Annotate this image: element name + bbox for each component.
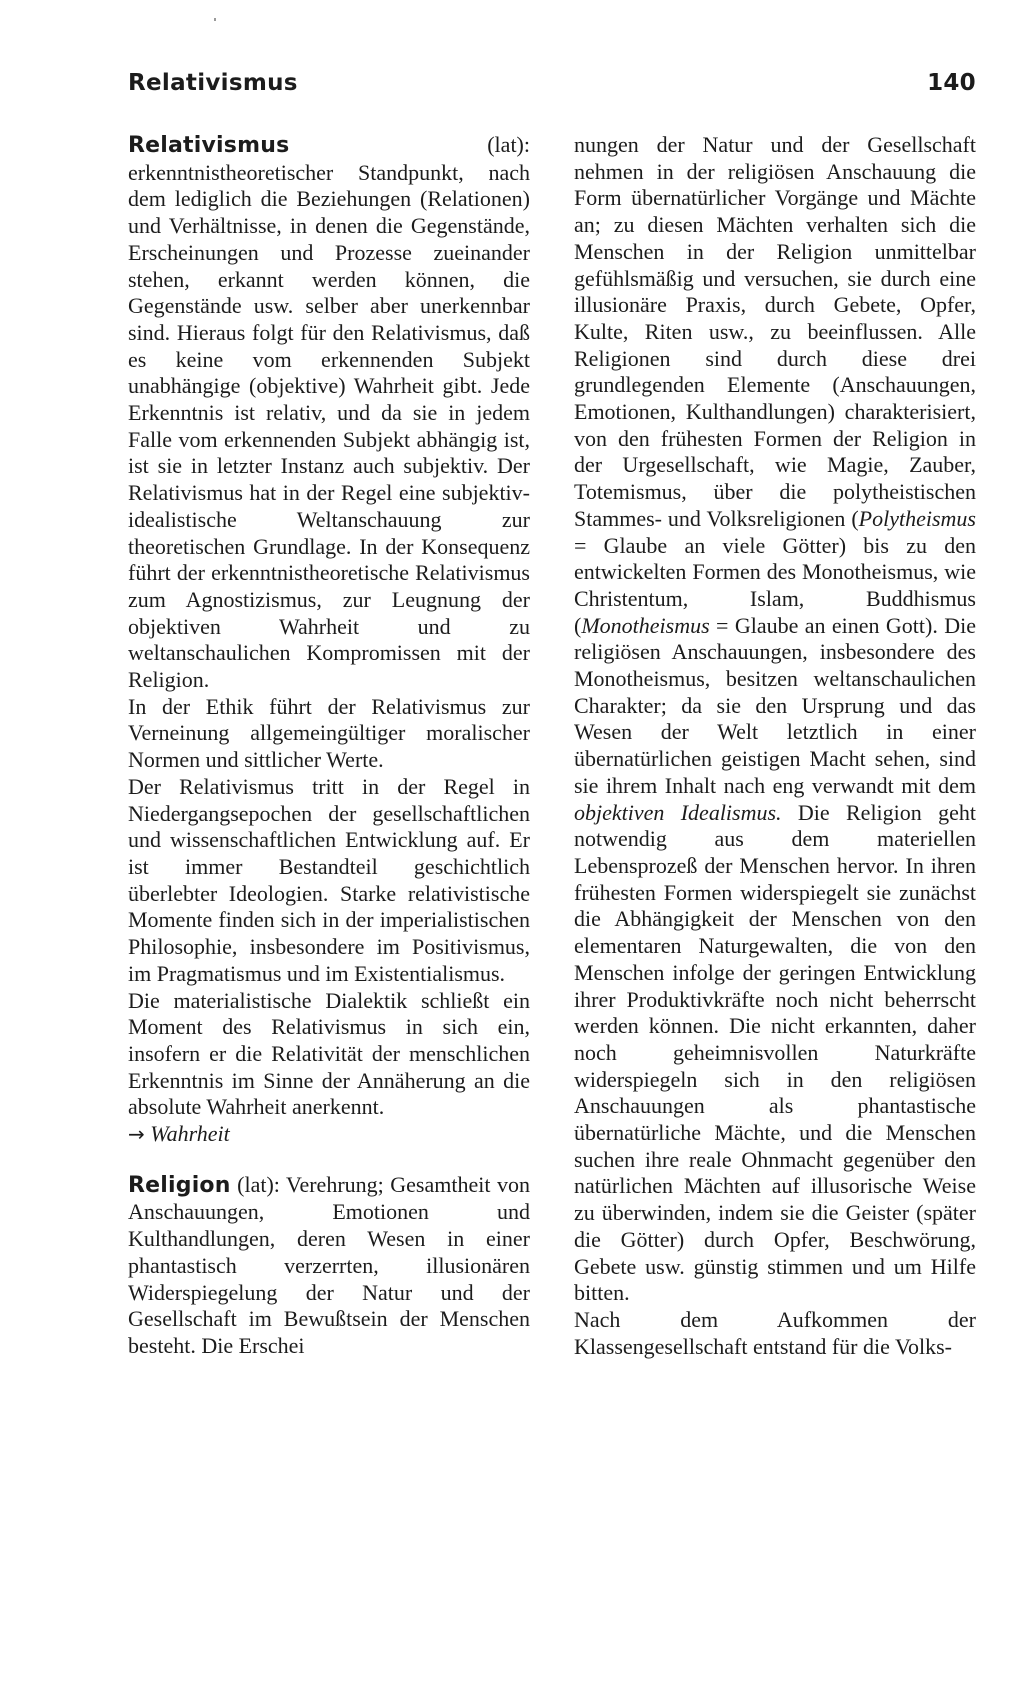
term-reference[interactable]: Polytheismus [858, 505, 976, 531]
arrow-right-icon: → [128, 1122, 145, 1147]
page-header [128, 70, 976, 110]
running-title: Relativismus [128, 70, 298, 96]
term-reference[interactable]: Monotheismus [581, 612, 710, 638]
entry-definition: = Glaube an einen Gott). Die religiösen Anschauungen, insbesondere des Monotheismus, besitzen weltanschaulichen Charakter; da sie den Ursprung und das Wesen der Welt letztlich in einer übernatürlichen geistigen Macht sehen, sind sie ihrem Inhalt nach eng verwandt mit dem [574, 612, 976, 798]
entry-paragraph: Nach dem Aufkommen der Klassengesellschaft entstand für die Volks- [574, 1306, 976, 1359]
entry-paragraph: Der Relativismus tritt in der Regel in Niedergangsepochen der gesellschaftlichen und wissenschaftlichen Entwicklung auf. Er ist immer Bestandteil geschichtlich überlebter Ideologien. Starke relativistische Momente finden sich in der imperialistischen Philosophie, insbesondere im Positivismus, im Pragmatismus und im Existentialismus. [128, 773, 530, 986]
entry-paragraph [128, 132, 530, 694]
cross-reference-link[interactable]: Wahrheit [150, 1121, 230, 1147]
entry-definition: nungen der Natur und der Gesellschaft nehmen in der religiösen Anschauung die Form übernatürlicher Vorgänge und Mächte an; zu diesen Mächten verhalten sich die Menschen in der Religion unmittelbar gefühlsmäßig und versuchen, sie durch eine illusionäre Praxis, durch Gebete, Opfer, Kulte, Riten usw., zu beeinflussen. Alle Religionen sind durch diese drei grundlegenden Elemente (Anschauungen, Emotionen, Kulthandlungen) charakterisiert, von den frühesten Formen der Religion in der Urgesellschaft, wie Magie, Zauber, Totemismus, über die polytheistischen Stammes- und Volksreligionen ( [574, 132, 976, 531]
left-column [128, 132, 530, 1360]
entry-definition: Die Religion geht notwendig aus dem materiellen Lebensprozeß der Menschen hervor. In ihren frühesten Formen widerspiegelt sie zunächst die Abhängigkeit der Menschen von den elementaren Naturgewalten, die von den Menschen infolge der geringen Entwicklung ihrer Produktivkräfte noch nicht beherrscht werden können. Die nicht erkannten, daher noch geheimnisvollen Naturkräfte widerspiegeln sich in den religiösen Anschauungen als phantastische übernatürliche Mächte, und die Menschen suchen ihre reale Ohnmacht gegenüber den natürlichen Mächten auf illusorische Weise zu überwinden, indem sie die Geister (später die Götter) durch Opfer, Beschwörung, Gebete usw. günstig stimmen und um Hilfe bitten. [574, 799, 976, 1306]
entry-term: Religion [128, 1172, 231, 1198]
entry-paragraph: In der Ethik führt der Relativismus zur Verneinung allgemeingültiger moralischer Normen und sittlicher Werte. [128, 693, 530, 773]
scan-mark [214, 18, 216, 21]
entry-paragraph [128, 1172, 530, 1360]
entry-definition: (lat): Verehrung; Gesamtheit von Anschauungen, Emotionen und Kulthandlungen, deren Wesen in einer phantastisch verzerrten, illusionären Widerspiegelung der Natur und der Gesellschaft im Bewußtsein der Menschen besteht. Die Erschei [128, 1171, 530, 1358]
cross-reference [128, 1121, 530, 1148]
entry-paragraph: Die materialistische Dialektik schließt ein Moment des Relativismus in sich ein, insofern er die Relativität der menschlichen Erkenntnis im Sinne der Annäherung an die absolute Wahrheit anerkennt. [128, 987, 530, 1120]
page-number: 140 [927, 70, 976, 96]
entry-definition: = Glaube an viele Götter) bis zu den entwickelten Formen des Monotheismus, wie Christentum, Islam, Buddhismus ( [574, 532, 976, 638]
term-reference[interactable]: objektiven Idealismus. [574, 799, 782, 825]
entry-term: Relativismus [128, 133, 290, 158]
entry-relativismus [128, 132, 530, 1148]
entry-definition: (lat): erkenntnistheoretischer Standpunkt, nach dem lediglich die Beziehungen (Relationen) und Verhältnisse, in denen die Gegenstände, Erscheinungen und Prozesse zueinander stehen, erkannt werden können, die Gegenstände usw. selber aber unerkennbar sind. Hieraus folgt für den Relativismus, daß es keine vom erkennenden Subjekt unabhängige (objektive) Wahrheit gibt. Jede Erkenntnis ist relativ, und da sie in jedem Falle vom erkennenden Subjekt abhängig ist, ist sie in letzter Instanz auch subjektiv. Der Relativismus hat in der Regel eine subjektiv-idealistische Weltanschauung zur theoretischen Grundlage. In der Konsequenz führt der erkenntnistheoretische Relativismus zum Agnostizismus, zur Leugnung der objektiven Wahrheit und zu weltanschaulichen Kompromissen mit der Religion. [128, 132, 530, 693]
entry-religion [128, 1172, 530, 1360]
entry-paragraph [574, 132, 976, 1307]
right-column [574, 132, 976, 1360]
